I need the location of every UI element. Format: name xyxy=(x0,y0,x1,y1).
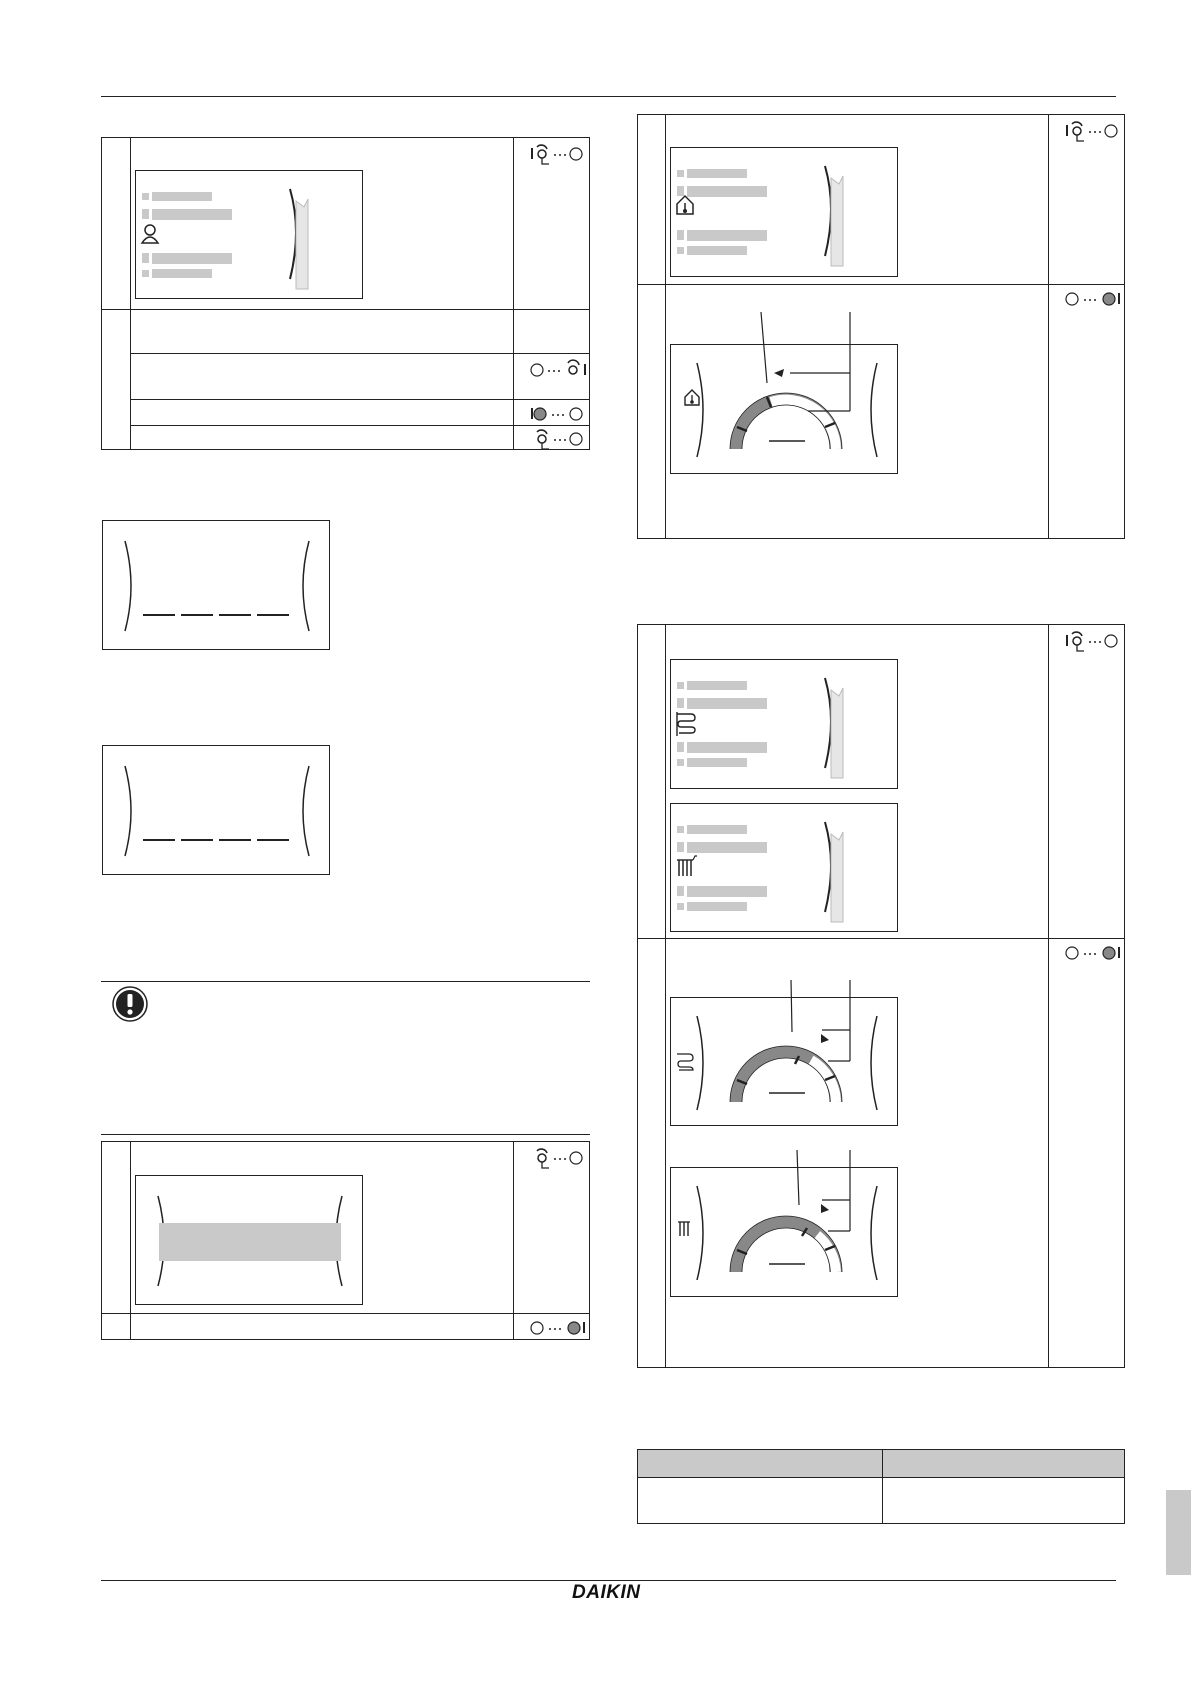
chapter-tab xyxy=(1166,1490,1191,1575)
menu-screen-user xyxy=(135,170,363,299)
table-header-row xyxy=(638,1450,1124,1477)
gauge-callouts-room xyxy=(638,115,1126,540)
dial-turn-icon xyxy=(529,143,591,165)
footer-rule xyxy=(101,1580,1116,1581)
step-table-1 xyxy=(101,137,590,450)
dial-turn-icon-3 xyxy=(529,1147,591,1169)
value-screen-1 xyxy=(102,520,330,650)
note-bottom-rule xyxy=(101,1134,590,1135)
step-table-2 xyxy=(101,1141,590,1340)
dial-press-right-icon xyxy=(529,1317,591,1339)
step-table-4 xyxy=(637,624,1125,1368)
value-screen-2 xyxy=(102,745,330,875)
gauge-callouts-radiator xyxy=(638,625,1126,1369)
step-table-3 xyxy=(637,114,1125,539)
exclamation-icon xyxy=(111,985,149,1023)
note-top-rule xyxy=(101,981,590,982)
dial-press-left-icon xyxy=(529,403,591,425)
brand-logo: DAIKIN xyxy=(572,1582,641,1603)
scroll-arc xyxy=(136,171,364,300)
dial-turn-right-icon xyxy=(529,359,591,381)
header-rule xyxy=(101,96,1116,97)
dial-turn-icon-2 xyxy=(529,428,591,450)
settings-table xyxy=(637,1449,1125,1524)
confirm-screen xyxy=(135,1175,363,1305)
highlight-bar xyxy=(159,1223,341,1261)
